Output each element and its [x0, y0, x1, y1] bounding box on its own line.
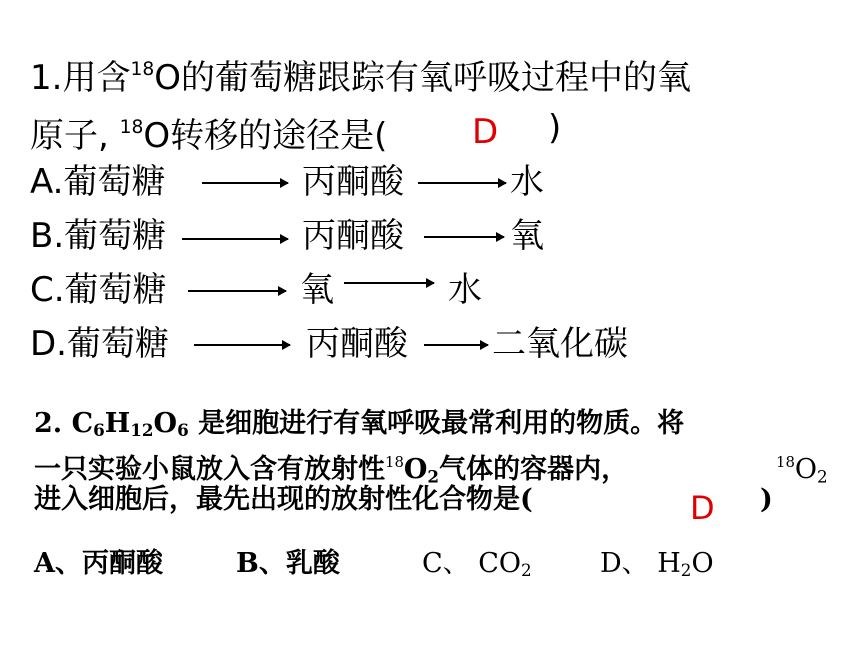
q1-option-b-label: B.葡萄糖 — [30, 216, 167, 256]
arrow-icon — [202, 182, 288, 184]
arrow-icon — [424, 344, 488, 346]
q1-option-c-label: C.葡萄糖 — [30, 270, 167, 310]
arrow-icon — [424, 236, 504, 238]
q1-option-d-mid: 丙酮酸 — [306, 324, 408, 364]
arrow-icon — [194, 344, 290, 346]
arrow-icon — [188, 290, 286, 292]
q2-stem-line1: 2. $C_6H_{12}O_6$ 是细胞进行有氧呼吸最常利用的物质。将 — [34, 408, 685, 441]
q2-option-a: A、丙酮酸 — [34, 548, 163, 579]
q2-stem-line2: 一只实验小鼠放入含有放射性$^{18}O_2$气体的容器内， — [34, 453, 629, 487]
q1-answer: D — [472, 112, 499, 152]
q2-answer: D — [690, 489, 715, 527]
arrow-icon — [182, 238, 288, 240]
q2-option-c: C、 $CO_2$ — [422, 548, 532, 581]
q1-option-c-mid: 氧 — [300, 270, 334, 310]
q1-option-a-end: 水 — [510, 162, 544, 202]
q2-option-b: B、乳酸 — [236, 548, 340, 579]
q2-stem-line3: 进入细胞后，最先出现的放射性化合物是( — [34, 484, 533, 515]
q1-option-a-mid: 丙酮酸 — [302, 162, 404, 202]
arrow-icon — [418, 182, 506, 184]
q1-option-d-end: 二氧化碳 — [492, 324, 628, 364]
q2-close-paren: ) — [760, 484, 773, 515]
q1-stem-line1: 1.用含$^{18}$O的葡萄糖跟踪有氧呼吸过程中的氧 — [30, 58, 691, 99]
q1-close-paren: ) — [548, 108, 562, 148]
q1-option-c-end: 水 — [448, 270, 482, 310]
q1-option-b-mid: 丙酮酸 — [302, 216, 404, 256]
q1-option-b-end: 氧 — [510, 216, 544, 256]
q1-option-d-label: D.葡萄糖 — [30, 324, 169, 364]
q1-stem-line2: 原子, $^{18}$O转移的途径是( — [30, 116, 388, 157]
q1-option-a-label: A.葡萄糖 — [30, 162, 166, 202]
arrow-icon — [344, 282, 434, 284]
q2-option-d: D、 $H_2O$ — [600, 548, 714, 581]
q2-o2-label: $^{18}O_2$ — [776, 453, 828, 487]
